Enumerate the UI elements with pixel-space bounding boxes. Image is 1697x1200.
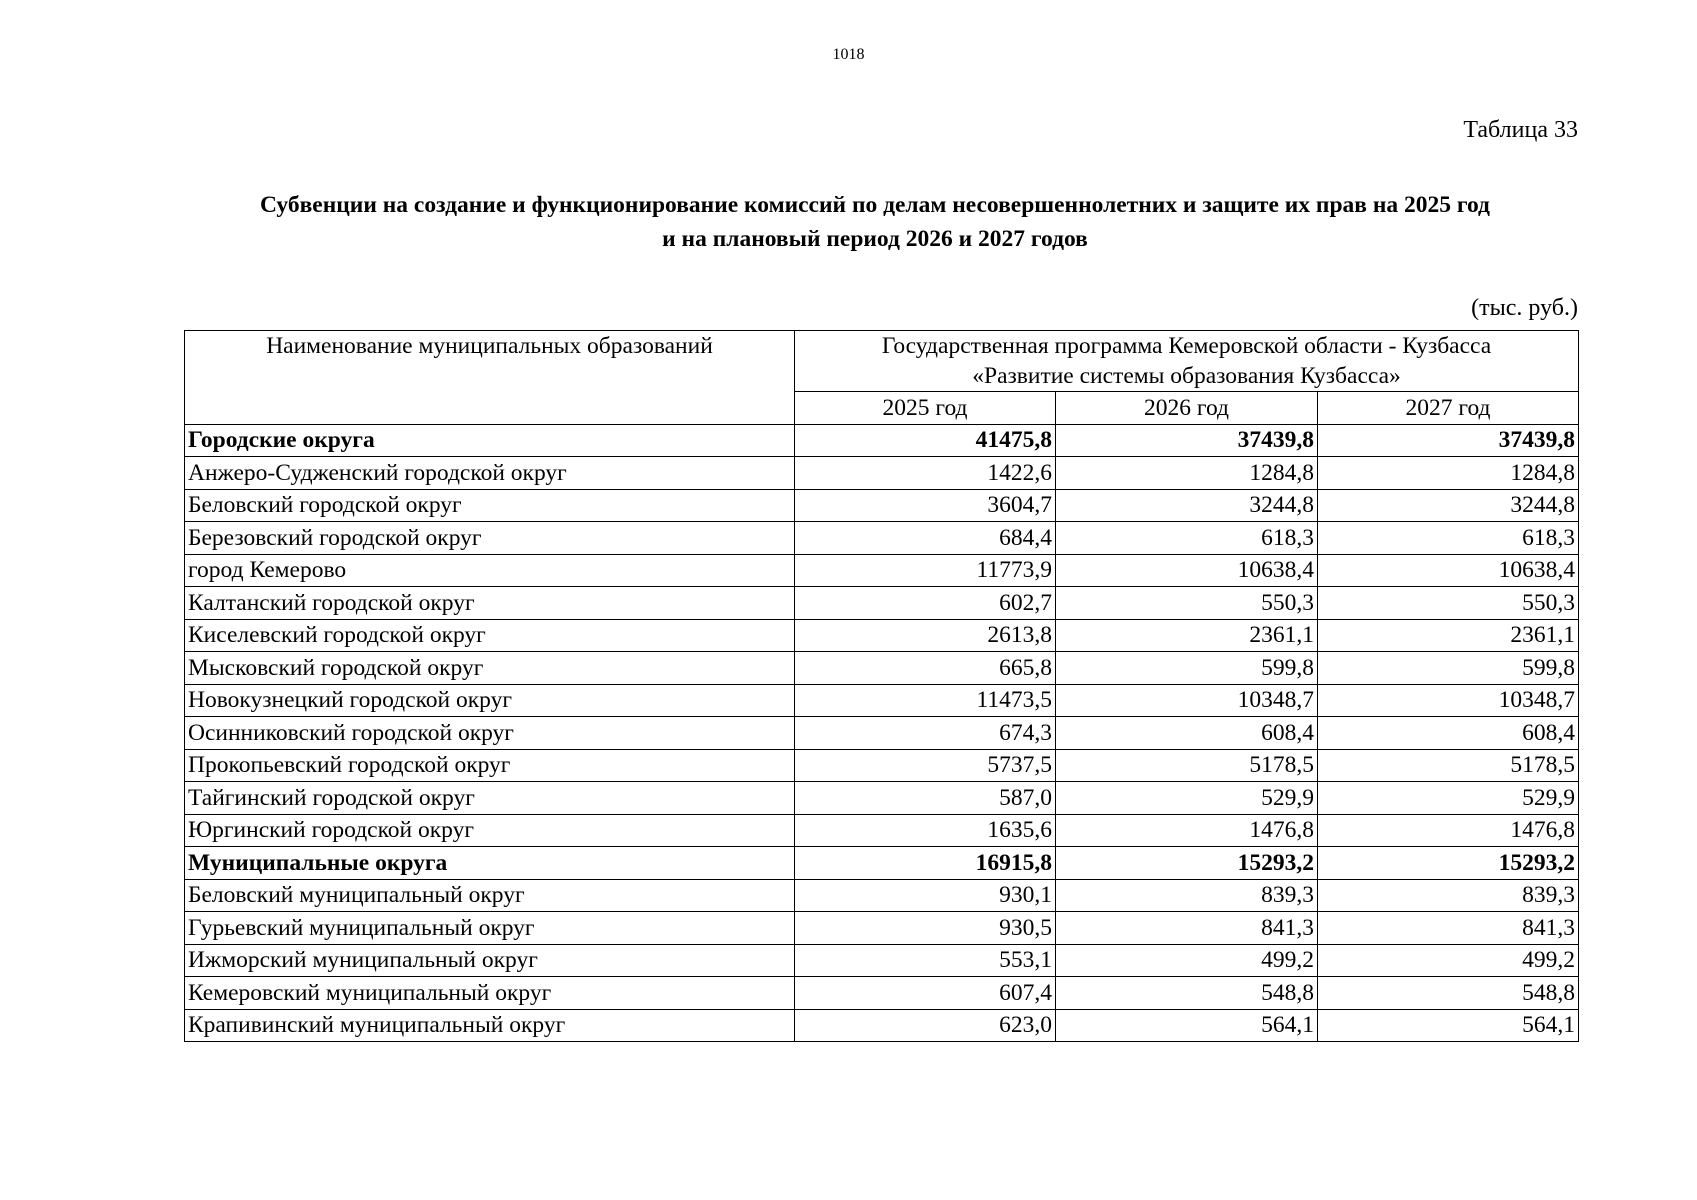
value-2025-cell: 11473,5	[795, 684, 1056, 717]
value-2025-cell: 553,1	[795, 944, 1056, 977]
value-2026-cell: 5178,5	[1056, 749, 1318, 782]
table-row	[185, 457, 1579, 490]
value-2025-cell: 930,1	[795, 879, 1056, 912]
table-row	[185, 814, 1579, 847]
value-2025-cell: 665,8	[795, 652, 1056, 685]
municipality-name-cell: Юргинский городской округ	[185, 814, 795, 847]
table-caption: Таблица 33	[1463, 117, 1578, 143]
header-program	[795, 331, 1579, 392]
header-year-2026: 2026 год	[1056, 392, 1318, 425]
table-row	[185, 652, 1579, 685]
municipality-name-cell: Новокузнецкий городской округ	[185, 684, 795, 717]
value-2025-cell: 3604,7	[795, 489, 1056, 522]
table-group-row	[185, 424, 1579, 457]
table-row	[185, 587, 1579, 620]
value-2026-cell: 1284,8	[1056, 457, 1318, 490]
value-2027-cell: 37439,8	[1318, 424, 1579, 457]
value-2026-cell: 3244,8	[1056, 489, 1318, 522]
value-2027-cell: 1284,8	[1318, 457, 1579, 490]
table-row	[185, 522, 1579, 555]
value-2027-cell: 599,8	[1318, 652, 1579, 685]
table-row	[185, 944, 1579, 977]
title-line-1: Субвенции на создание и функционирование комиссий по делам несовершеннолетних и защите их прав на 2025 год	[260, 192, 1490, 218]
value-2026-cell: 841,3	[1056, 912, 1318, 945]
value-2027-cell: 15293,2	[1318, 847, 1579, 880]
value-2026-cell: 608,4	[1056, 717, 1318, 750]
header-year-2027: 2027 год	[1318, 392, 1579, 425]
value-2027-cell: 618,3	[1318, 522, 1579, 555]
value-2026-cell: 548,8	[1056, 977, 1318, 1010]
value-2026-cell: 839,3	[1056, 879, 1318, 912]
table-row	[185, 912, 1579, 945]
municipality-name-cell: город Кемерово	[185, 554, 795, 587]
value-2027-cell: 839,3	[1318, 879, 1579, 912]
municipality-name-cell: Беловский городской округ	[185, 489, 795, 522]
header-program-line-1: Государственная программа Кемеровской области - Кузбасса	[881, 333, 1492, 359]
value-2026-cell: 499,2	[1056, 944, 1318, 977]
header-program-line-2: «Развитие системы образования Кузбасса»	[972, 363, 1401, 389]
value-2026-cell: 10638,4	[1056, 554, 1318, 587]
value-2026-cell: 618,3	[1056, 522, 1318, 555]
municipality-name-cell: Кемеровский муниципальный округ	[185, 977, 795, 1010]
value-2026-cell: 550,3	[1056, 587, 1318, 620]
value-2027-cell: 5178,5	[1318, 749, 1579, 782]
document-title	[170, 188, 1580, 256]
municipality-name-cell: Анжеро-Судженский городской округ	[185, 457, 795, 490]
table-group-row	[185, 847, 1579, 880]
municipality-name-cell: Тайгинский городской округ	[185, 782, 795, 815]
table-row	[185, 619, 1579, 652]
value-2025-cell: 41475,8	[795, 424, 1056, 457]
value-2025-cell: 2613,8	[795, 619, 1056, 652]
value-2026-cell: 2361,1	[1056, 619, 1318, 652]
municipality-name-cell: Осинниковский городской округ	[185, 717, 795, 750]
value-2026-cell: 1476,8	[1056, 814, 1318, 847]
municipality-name-cell: Ижморский муниципальный округ	[185, 944, 795, 977]
header-year-2025: 2025 год	[795, 392, 1056, 425]
table-row	[185, 1009, 1579, 1042]
value-2026-cell: 529,9	[1056, 782, 1318, 815]
table-row	[185, 749, 1579, 782]
header-municipality-name: Наименование муниципальных образований	[185, 331, 795, 425]
value-2027-cell: 1476,8	[1318, 814, 1579, 847]
table-row	[185, 717, 1579, 750]
value-2025-cell: 5737,5	[795, 749, 1056, 782]
value-2025-cell: 684,4	[795, 522, 1056, 555]
municipality-name-cell: Березовский городской округ	[185, 522, 795, 555]
units-label: (тыс. руб.)	[1471, 295, 1578, 321]
value-2026-cell: 15293,2	[1056, 847, 1318, 880]
municipality-name-cell: Киселевский городской округ	[185, 619, 795, 652]
value-2027-cell: 2361,1	[1318, 619, 1579, 652]
value-2025-cell: 1422,6	[795, 457, 1056, 490]
value-2026-cell: 599,8	[1056, 652, 1318, 685]
table-row	[185, 684, 1579, 717]
value-2027-cell: 548,8	[1318, 977, 1579, 1010]
value-2026-cell: 564,1	[1056, 1009, 1318, 1042]
value-2025-cell: 607,4	[795, 977, 1056, 1010]
value-2027-cell: 499,2	[1318, 944, 1579, 977]
municipality-name-cell: Мысковский городской округ	[185, 652, 795, 685]
page-number: 1018	[832, 46, 865, 63]
value-2025-cell: 11773,9	[795, 554, 1056, 587]
value-2027-cell: 529,9	[1318, 782, 1579, 815]
municipality-name-cell: Прокопьевский городской округ	[185, 749, 795, 782]
value-2026-cell: 10348,7	[1056, 684, 1318, 717]
value-2027-cell: 841,3	[1318, 912, 1579, 945]
value-2025-cell: 1635,6	[795, 814, 1056, 847]
value-2027-cell: 564,1	[1318, 1009, 1579, 1042]
value-2025-cell: 587,0	[795, 782, 1056, 815]
table-body	[185, 424, 1579, 1042]
value-2025-cell: 623,0	[795, 1009, 1056, 1042]
value-2025-cell: 16915,8	[795, 847, 1056, 880]
table-row	[185, 554, 1579, 587]
value-2026-cell: 37439,8	[1056, 424, 1318, 457]
value-2025-cell: 602,7	[795, 587, 1056, 620]
title-line-2: и на плановый период 2026 и 2027 годов	[662, 226, 1088, 252]
value-2025-cell: 930,5	[795, 912, 1056, 945]
municipality-name-cell: Муниципальные округа	[185, 847, 795, 880]
table-row	[185, 879, 1579, 912]
municipality-name-cell: Городские округа	[185, 424, 795, 457]
value-2027-cell: 10638,4	[1318, 554, 1579, 587]
municipality-name-cell: Гурьевский муниципальный округ	[185, 912, 795, 945]
subventions-table	[184, 330, 1579, 1042]
municipality-name-cell: Калтанский городской округ	[185, 587, 795, 620]
value-2027-cell: 550,3	[1318, 587, 1579, 620]
value-2025-cell: 674,3	[795, 717, 1056, 750]
municipality-name-cell: Крапивинский муниципальный округ	[185, 1009, 795, 1042]
table-row	[185, 782, 1579, 815]
value-2027-cell: 3244,8	[1318, 489, 1579, 522]
table-row	[185, 489, 1579, 522]
value-2027-cell: 10348,7	[1318, 684, 1579, 717]
value-2027-cell: 608,4	[1318, 717, 1579, 750]
municipality-name-cell: Беловский муниципальный округ	[185, 879, 795, 912]
table-row	[185, 977, 1579, 1010]
